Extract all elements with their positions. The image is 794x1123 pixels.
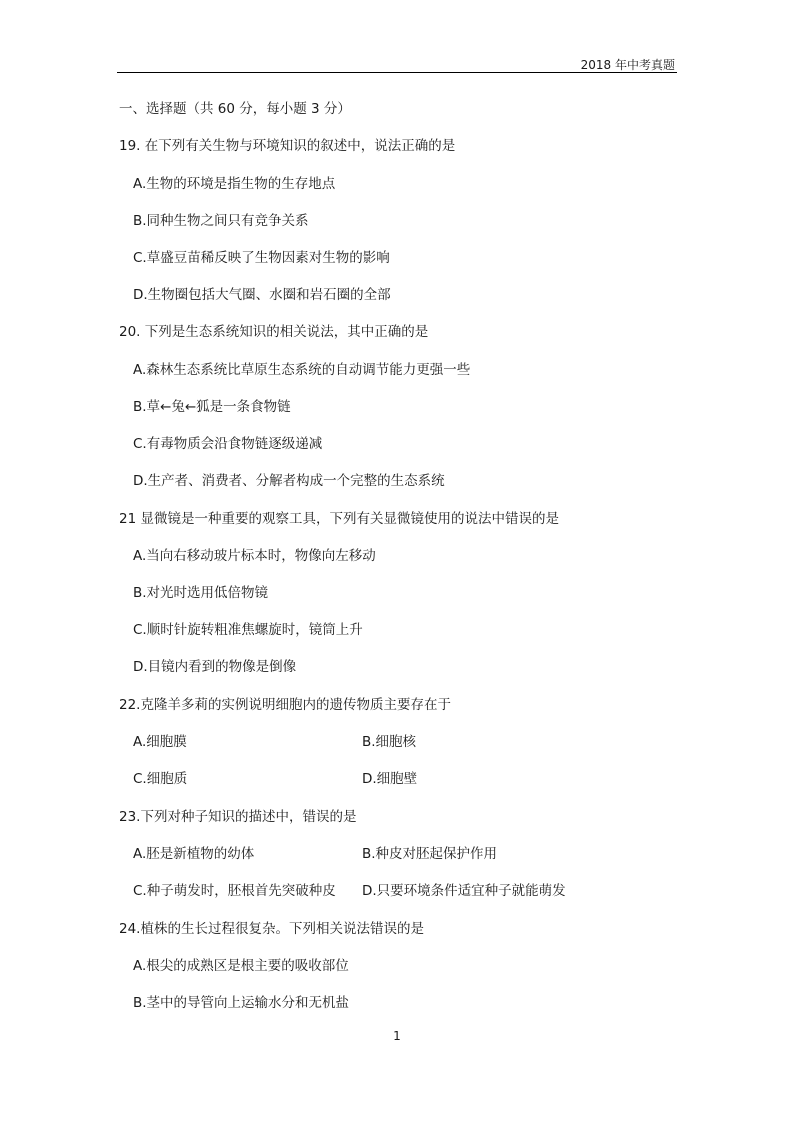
question-22-stem: 22.克隆羊多莉的实例说明细胞内的遗传物质主要存在于 xyxy=(119,697,451,713)
question-19-option-a: A.生物的环境是指生物的生存地点 xyxy=(133,176,336,192)
question-22-option-b: B.细胞核 xyxy=(362,734,417,750)
question-24-option-a: A.根尖的成熟区是根主要的吸收部位 xyxy=(133,958,349,974)
question-20-option-a: A.森林生态系统比草原生态系统的自动调节能力更强一些 xyxy=(133,362,471,378)
question-21-option-b: B.对光时选用低倍物镜 xyxy=(133,585,269,601)
question-20-stem: 20. 下列是生态系统知识的相关说法，其中正确的是 xyxy=(119,324,429,340)
question-20-option-d: D.生产者、消费者、分解者构成一个完整的生态系统 xyxy=(133,473,445,489)
question-19-stem: 19. 在下列有关生物与环境知识的叙述中，说法正确的是 xyxy=(119,138,456,154)
page-header: 2018 年中考真题 xyxy=(580,58,675,72)
question-20-option-c: C.有毒物质会沿食物链逐级递减 xyxy=(133,436,323,452)
question-24-option-b: B.茎中的导管向上运输水分和无机盐 xyxy=(133,995,350,1011)
header-divider xyxy=(117,72,677,73)
question-23-option-c: C.种子萌发时，胚根首先突破种皮 xyxy=(133,883,336,899)
question-21-option-d: D.目镜内看到的物像是倒像 xyxy=(133,659,297,675)
question-23-option-d: D.只要环境条件适宜种子就能萌发 xyxy=(362,883,566,899)
question-22-option-d: D.细胞壁 xyxy=(362,771,418,787)
question-20-option-b: B.草←兔←狐是一条食物链 xyxy=(133,399,291,415)
question-22-option-a: A.细胞膜 xyxy=(133,734,187,750)
question-19-option-b: B.同种生物之间只有竞争关系 xyxy=(133,213,309,229)
question-19-option-d: D.生物圈包括大气圈、水圈和岩石圈的全部 xyxy=(133,287,391,303)
question-21-option-c: C.顺时针旋转粗准焦螺旋时，镜筒上升 xyxy=(133,622,363,638)
question-23-option-b: B.种皮对胚起保护作用 xyxy=(362,846,498,862)
page-number: 1 xyxy=(393,1029,401,1043)
question-22-option-c: C.细胞质 xyxy=(133,771,188,787)
section-title: 一、选择题（共 60 分，每小题 3 分） xyxy=(119,101,351,117)
question-23-stem: 23.下列对种子知识的描述中，错误的是 xyxy=(119,809,357,825)
question-19-option-c: C.草盛豆苗稀反映了生物因素对生物的影响 xyxy=(133,250,390,266)
question-21-stem: 21 显微镜是一种重要的观察工具，下列有关显微镜使用的说法中错误的是 xyxy=(119,511,559,527)
question-23-option-a: A.胚是新植物的幼体 xyxy=(133,846,255,862)
question-21-option-a: A.当向右移动玻片标本时，物像向左移动 xyxy=(133,548,376,564)
question-24-stem: 24.植株的生长过程很复杂。下列相关说法错误的是 xyxy=(119,921,424,937)
